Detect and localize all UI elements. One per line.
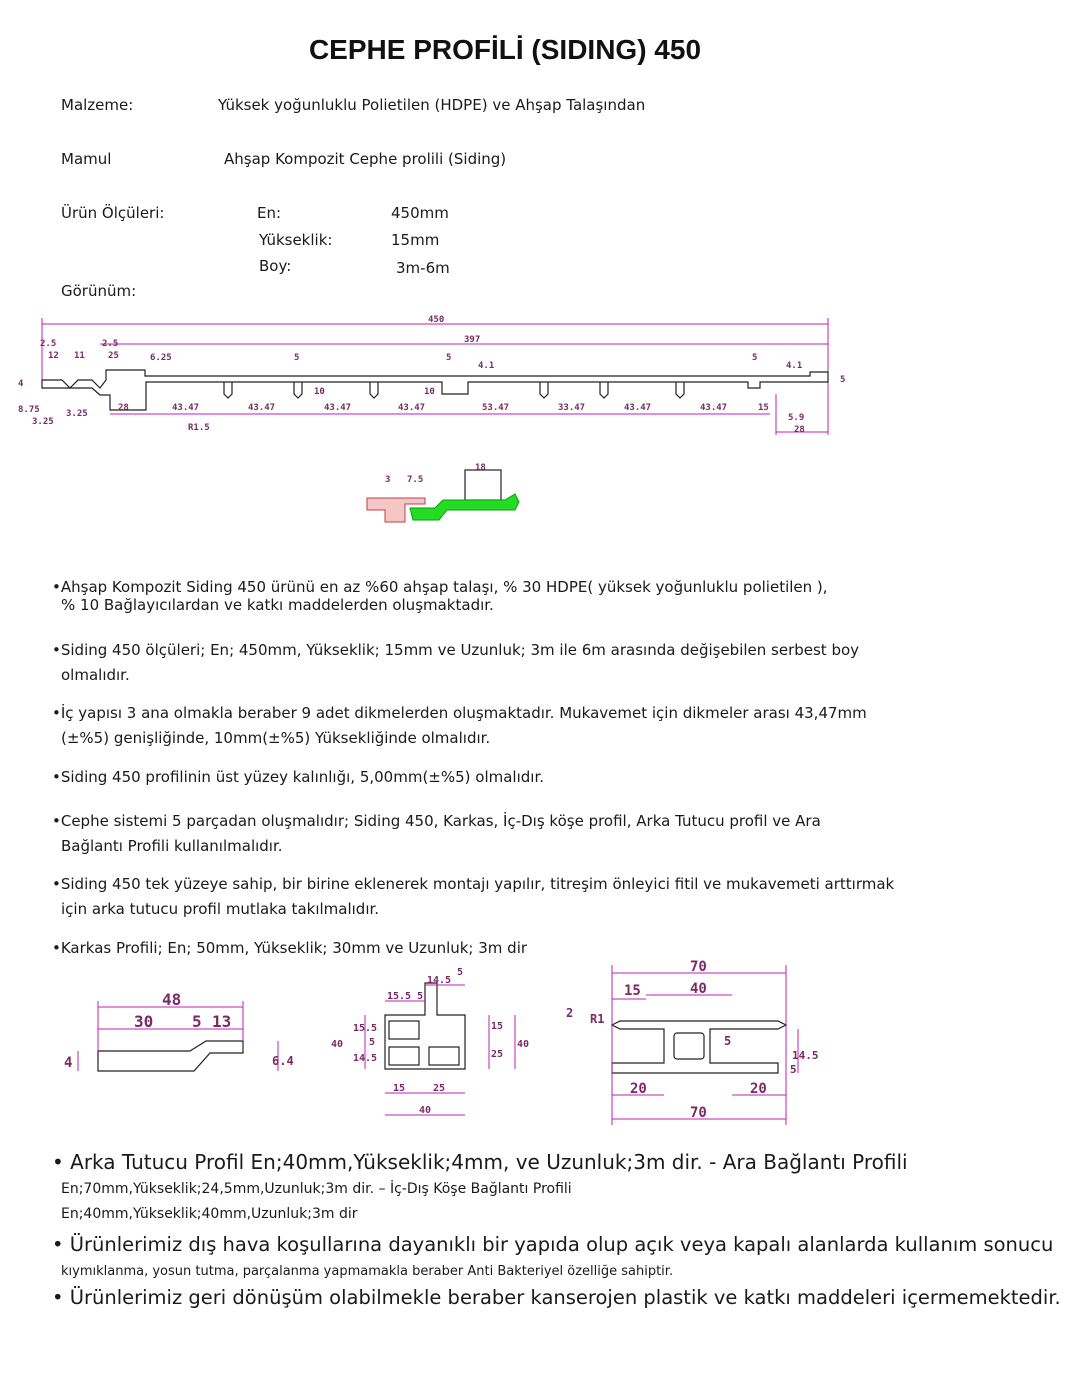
p2-dim-40-right: 40 <box>517 1039 530 1050</box>
p3-dim-15: 15 <box>624 983 641 999</box>
yukseklik-value: 15mm <box>391 231 440 249</box>
p1-dim-30: 30 <box>134 1012 154 1031</box>
connector-profile-drawing <box>560 955 819 1130</box>
p1-dim-13: 13 <box>212 1012 232 1031</box>
bullet-1-line1: Ahşap Kompozit Siding 450 ürünü en az %60 ahşap talaşı, % 30 HDPE( yüksek yoğunluklu polietilen ), <box>60 578 828 596</box>
dim-53-47: 53.47 <box>482 403 510 413</box>
p2-dim-15-5: 15.5 <box>387 991 412 1002</box>
bullet-5: •Cephe sistemi 5 parçadan oluşmalıdır; Siding 450, Karkas, İç-Dış köşe profil, Arka Tutucu profil ve Ara <box>52 812 821 830</box>
p2-dim-15-bottom: 15 <box>393 1083 406 1094</box>
dim-43-47-c: 43.47 <box>324 403 352 413</box>
p3-dim-70-top: 70 <box>690 959 707 975</box>
footer-bullet-3: • Ürünlerimiz geri dönüşüm olabilmekle beraber kanserojen plastik ve katkı maddeleri içermemektedir. <box>52 1286 1061 1309</box>
p3-dim-14-5: 14.5 <box>792 1049 819 1062</box>
bullet-3-line2: (±%5) genişliğinde, 10mm(±%5) Yüksekliğinde olmalıdır. <box>61 729 491 747</box>
dim-11: 11 <box>74 351 85 361</box>
footer-bullet-1-line3: En;40mm,Yükseklik;40mm,Uzunluk;3m dir <box>61 1206 358 1222</box>
bullet-6: •Siding 450 tek yüzeye sahip, bir birine eklenerek montajı yapılır, titreşim önleyici fitil ve mukavemeti arttırmak <box>52 875 895 893</box>
detail-dim-3: 3 <box>385 475 391 485</box>
dim-397: 397 <box>464 335 481 345</box>
footer-bullet-1-line2: En;70mm,Yükseklik;24,5mm,Uzunluk;3m dir. – İç-Dış Köşe Bağlantı Profili <box>61 1181 572 1197</box>
dim-3-25-b: 3.25 <box>66 409 88 419</box>
p2-dim-14-5-top: 14.5 <box>427 975 452 986</box>
dim-4-1-a: 4.1 <box>478 361 495 371</box>
dim-8-75: 8.75 <box>18 405 40 415</box>
p2-dim-40-bottom: 40 <box>419 1105 432 1116</box>
p1-dim-5: 5 <box>192 1012 202 1031</box>
p3-dim-20-right: 20 <box>750 1081 767 1097</box>
dim-43-47-d: 43.47 <box>398 403 426 413</box>
page-title: CEPHE PROFİLİ (SIDING) 450 <box>308 34 702 65</box>
dim-43-47-e: 43.47 <box>624 403 652 413</box>
gorunum-label: Görünüm: <box>61 282 137 300</box>
p2-dim-25-bottom: 25 <box>433 1083 446 1094</box>
dim-43-47-b: 43.47 <box>248 403 276 413</box>
bullet-5-line1: Cephe sistemi 5 parçadan oluşmalıdır; Siding 450, Karkas, İç-Dış köşe profil, Arka Tutucu profil ve Ara <box>60 812 821 830</box>
olculer-label: Ürün Ölçüleri: <box>61 204 165 222</box>
footer-bullet-2: • Ürünlerimiz dış hava koşullarına dayanıklı bir yapıda olup açık veya kapalı alanlarda kullanım sonucu <box>52 1233 1054 1256</box>
p3-dim-70-bottom: 70 <box>690 1105 707 1121</box>
p1-dim-48: 48 <box>162 990 182 1009</box>
malzeme-label: Malzeme: <box>61 96 134 114</box>
bullet-4-line1: Siding 450 profilinin üst yüzey kalınlığı, 5,00mm(±%5) olmalıdır. <box>60 768 545 786</box>
dim-2-5: 2.5 <box>102 339 119 349</box>
p3-dim-40: 40 <box>690 981 707 997</box>
p3-dim-2: 2 <box>566 1006 574 1020</box>
p2-dim-40-left: 40 <box>331 1039 344 1050</box>
dim-4: 4 <box>18 379 24 389</box>
dim-3-25-a: 3.25 <box>32 417 54 427</box>
bullet-4: •Siding 450 profilinin üst yüzey kalınlığı, 5,00mm(±%5) olmalıdır. <box>52 768 545 786</box>
footer-bullet-2-line2: kıymıklanma, yosun tutma, parçalanma yapmamakla beraber Anti Bakteriyel özelliğe sahiptir. <box>61 1264 674 1279</box>
footer-bullet-1: • Arka Tutucu Profil En;40mm,Yükseklik;4mm, ve Uzunluk;3m dir. - Ara Bağlantı Profili <box>52 1150 908 1174</box>
p2-dim-15-5-left: 15.5 <box>353 1023 378 1034</box>
p3-dim-5-inner: 5 <box>724 1034 732 1048</box>
dim-28-a: 28 <box>118 403 129 413</box>
dim-2-5-left: 2.5 <box>40 339 57 349</box>
p3-dim-20-left: 20 <box>630 1081 647 1097</box>
p2-dim-5-left: 5 <box>369 1037 376 1048</box>
p2-dim-5-top: 5 <box>457 967 464 978</box>
dim-5-9: 5.9 <box>788 413 805 423</box>
dim-5-c: 5 <box>752 353 758 363</box>
dim-28-b: 28 <box>794 425 805 435</box>
yukseklik-label: Yükseklik: <box>259 231 333 249</box>
dim-5-b: 5 <box>446 353 452 363</box>
bullet-7: •Karkas Profili; En; 50mm, Yükseklik; 30mm ve Uzunluk; 3m dir <box>52 939 528 957</box>
bullet-2-line2: olmalıdır. <box>61 666 130 684</box>
dim-12: 12 <box>48 351 59 361</box>
dim-43-47-a: 43.47 <box>172 403 200 413</box>
bullet-6-line1: Siding 450 tek yüzeye sahip, bir birine eklenerek montajı yapılır, titreşim önleyici fitil ve mukavemeti arttırmak <box>60 875 895 893</box>
en-label: En: <box>257 204 282 222</box>
detail-dim-7-5: 7.5 <box>407 475 424 485</box>
p2-dim-14-5-left: 14.5 <box>353 1053 378 1064</box>
dim-25: 25 <box>108 351 119 361</box>
bullet-1-line2: % 10 Bağlayıcılardan ve katkı maddelerden oluşmaktadır. <box>61 596 494 614</box>
dim-15: 15 <box>758 403 769 413</box>
dim-10-a: 10 <box>314 387 325 397</box>
en-value: 450mm <box>391 204 449 222</box>
bullet-3: •İç yapısı 3 ana olmakla beraber 9 adet dikmelerden oluşmaktadır. Mukavemet için dikmeler arası 43,47mm <box>52 704 867 722</box>
p2-dim-15-right: 15 <box>491 1021 504 1032</box>
mamul-value: Ahşap Kompozit Cephe prolili (Siding) <box>224 150 507 168</box>
dim-6-25: 6.25 <box>150 353 172 363</box>
p3-dim-5-right: 5 <box>790 1063 797 1076</box>
dim-r1-5: R1.5 <box>188 423 210 433</box>
dim-5-d: 5 <box>840 375 846 385</box>
bullet-6-line2: için arka tutucu profil mutlaka takılmalıdır. <box>61 900 380 918</box>
boy-label: Boy: <box>259 257 292 275</box>
back-holder-profile-drawing <box>60 985 300 1085</box>
p1-dim-4: 4 <box>64 1055 73 1071</box>
malzeme-value: Yüksek yoğunluklu Polietilen (HDPE) ve Ahşap Talaşından <box>218 96 646 114</box>
dim-10-b: 10 <box>424 387 435 397</box>
dim-33-47: 33.47 <box>558 403 586 413</box>
dim-43-47-f: 43.47 <box>700 403 728 413</box>
corner-profile-drawing <box>325 965 535 1125</box>
p2-dim-5-mid: 5 <box>417 991 424 1002</box>
bullet-3-line1: İç yapısı 3 ana olmakla beraber 9 adet dikmelerden oluşmaktadır. Mukavemet için dikmeler arası 43,47mm <box>60 704 867 722</box>
p3-dim-r1: R1 <box>590 1012 605 1026</box>
bullet-1: •Ahşap Kompozit Siding 450 ürünü en az %60 ahşap talaşı, % 30 HDPE( yüksek yoğunluklu polietilen ), <box>52 578 828 596</box>
siding-profile-drawing <box>10 310 860 445</box>
bullet-5-line2: Bağlantı Profili kullanılmalıdır. <box>61 837 283 855</box>
dim-450: 450 <box>428 315 445 325</box>
boy-value: 3m-6m <box>396 259 450 277</box>
bullet-2: •Siding 450 ölçüleri; En; 450mm, Yükseklik; 15mm ve Uzunluk; 3m ile 6m arasında değişebilen serbest boy <box>52 641 860 659</box>
dim-4-1-b: 4.1 <box>786 361 803 371</box>
bullet-7-line1: Karkas Profili; En; 50mm, Yükseklik; 30mm ve Uzunluk; 3m dir <box>60 939 528 957</box>
detail-dim-18: 18 <box>475 463 486 473</box>
p2-dim-25-right: 25 <box>491 1049 504 1060</box>
p1-dim-6-4: 6.4 <box>272 1054 294 1068</box>
joint-detail-drawing <box>365 462 525 528</box>
bullet-2-line1: Siding 450 ölçüleri; En; 450mm, Yükseklik; 15mm ve Uzunluk; 3m ile 6m arasında değişebilen serbest boy <box>60 641 860 659</box>
mamul-label: Mamul <box>61 150 112 168</box>
dim-5-a: 5 <box>294 353 300 363</box>
